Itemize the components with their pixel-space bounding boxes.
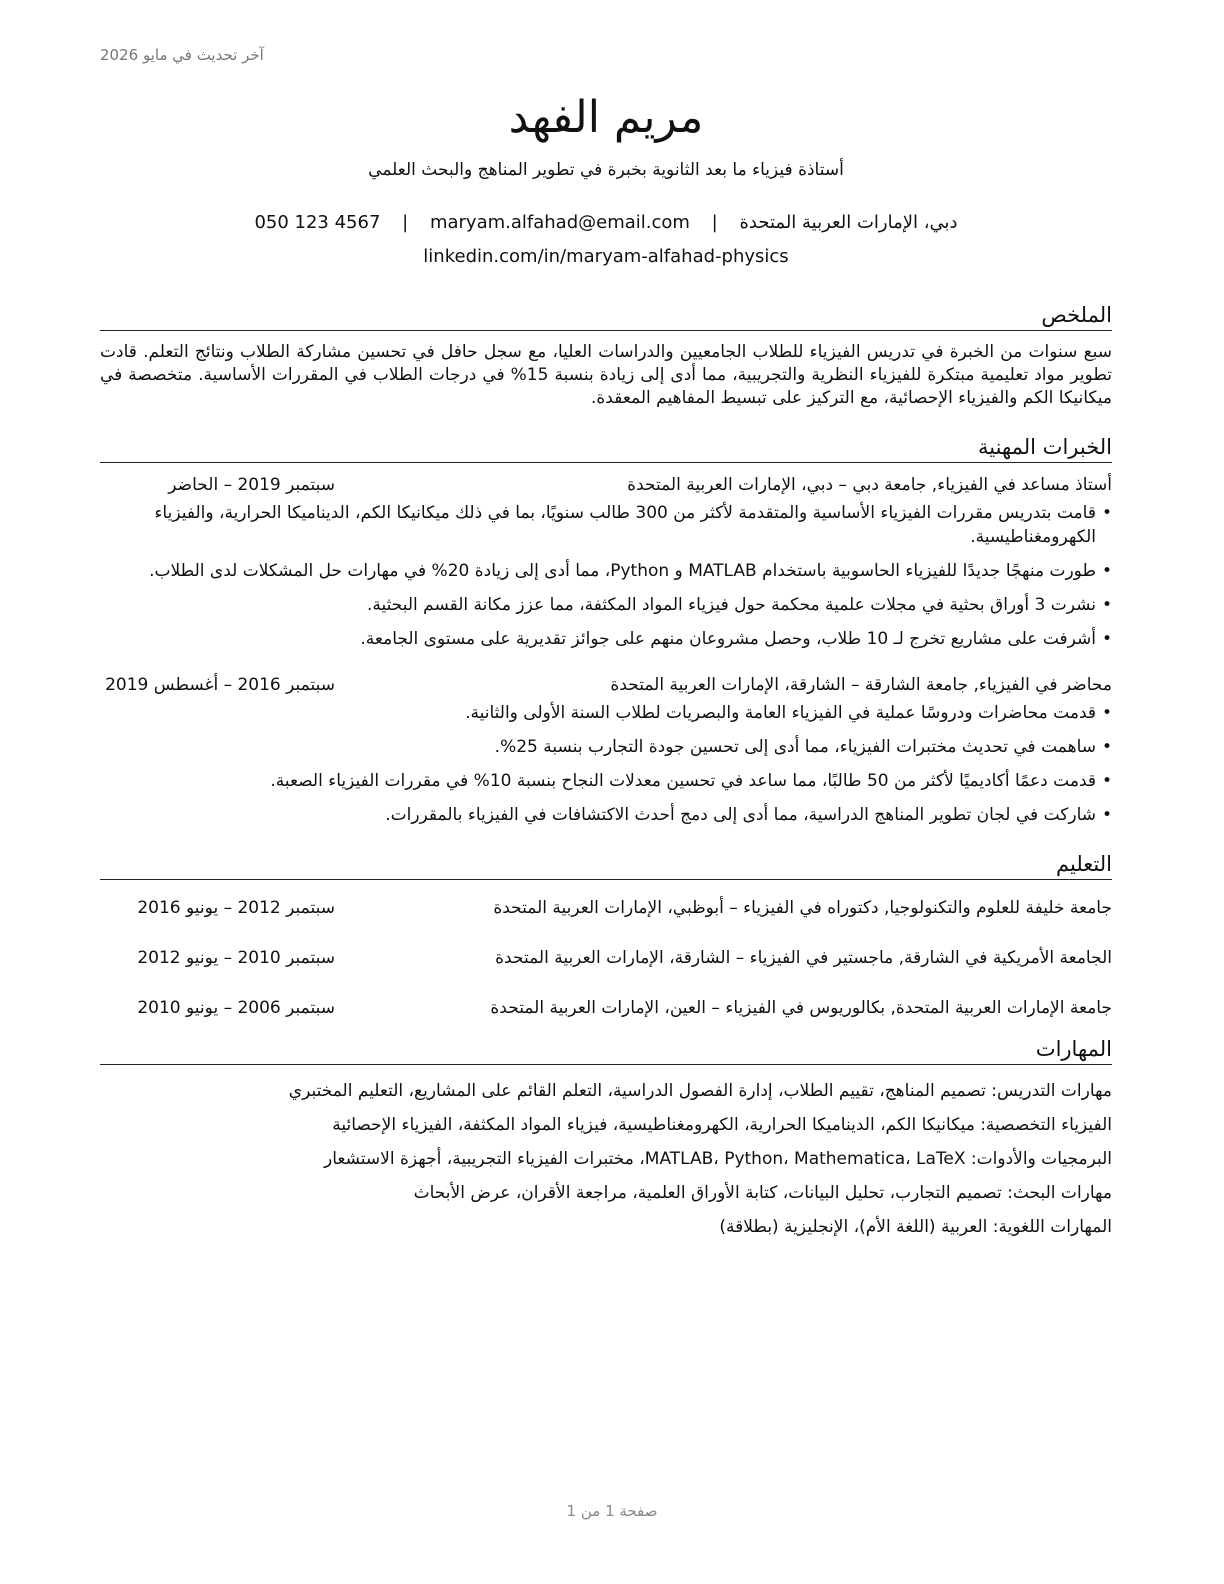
candidate-tagline: أستاذة فيزياء ما بعد الثانوية بخبرة في تطوير المناهج والبحث العلمي: [368, 160, 844, 180]
section-title-education: التعليم: [100, 849, 1112, 880]
job-bullet: • ساهمت في تحديث مختبرات الفيزياء، مما أدى إلى تحسين جودة التجارب بنسبة 25%.: [100, 735, 1112, 759]
page-number: صفحة 1 من 1: [566, 1502, 658, 1520]
contact-phone: 050 123 4567: [254, 212, 381, 233]
last-updated-note: آخر تحديث في مايو 2026: [100, 46, 264, 64]
education-list: [100, 896, 1112, 1020]
contact-separator: |: [402, 212, 409, 233]
job-dates: [100, 473, 335, 497]
skills-line: المهارات اللغوية: العربية (اللغة الأم)، الإنجليزية (بطلاقة): [719, 1217, 1112, 1237]
job-entry: [100, 473, 1112, 651]
contact-separator: |: [711, 212, 718, 233]
job-dates-text: سبتمبر 2016 – أغسطس 2019: [105, 675, 335, 695]
job-bullet: • طورت منهجًا جديدًا للفيزياء الحاسوبية باستخدام MATLAB و Python، مما أدى إلى زيادة 20% في مهارات حل المشكلات لدى الطلاب.: [100, 559, 1112, 583]
contact-email[interactable]: maryam.alfahad@email.com: [429, 212, 690, 233]
contact-line-2: [100, 240, 1112, 274]
education-entry: [100, 946, 1112, 982]
contact-linkedin[interactable]: linkedin.com/in/maryam-alfahad-physics: [423, 246, 789, 267]
job-dates: [100, 673, 335, 697]
education-text: جامعة خليفة للعلوم والتكنولوجيا, دكتوراه في الفيزياء – أبوظبي، الإمارات العربية المتحدة: [493, 898, 1112, 918]
section-title-summary: الملخص: [100, 300, 1112, 331]
education-dates-text: سبتمبر 2006 – يونيو 2010: [137, 998, 335, 1018]
contact-line-1: [100, 206, 1112, 240]
job-bullets: [100, 701, 1112, 827]
education-entry: [100, 996, 1112, 1020]
job-bullet: • قدمت محاضرات ودروسًا عملية في الفيزياء العامة والبصريات لطلاب السنة الأولى والثانية.: [100, 701, 1112, 725]
education-dates-text: سبتمبر 2010 – يونيو 2012: [137, 948, 335, 968]
education-entry: [100, 896, 1112, 932]
education-text: الجامعة الأمريكية في الشارقة, ماجستير في الفيزياء – الشارقة، الإمارات العربية المتحدة: [495, 948, 1112, 968]
job-bullet: • قدمت دعمًا أكاديميًا لأكثر من 50 طالبًا، مما ساعد في تحسين معدلات النجاح بنسبة 10% في مقررات الفيزياء الصعبة.: [100, 769, 1112, 793]
summary-text: سبع سنوات من الخبرة في تدريس الفيزياء للطلاب الجامعيين والدراسات العليا، مع سجل حافل في تحسين مشاركة الطلاب ونتائج التعلم. قادت تطوير مواد تعليمية مبتكرة للفيزياء النظرية والتجريبية، مما أدى إلى زيادة بنسبة 15% في درجات الطلاب في المقررات الأساسية. متخصصة في ميكانيكا الكم والفيزياء الإحصائية، مع التركيز على تبسيط المفاهيم المعقدة.: [100, 342, 1112, 408]
education-dates: [100, 946, 335, 982]
education-dates: [100, 996, 335, 1020]
education-text: جامعة الإمارات العربية المتحدة, بكالوريوس في الفيزياء – العين، الإمارات العربية المتحدة: [490, 998, 1112, 1018]
job-bullet: • شاركت في لجان تطوير المناهج الدراسية، مما أدى إلى دمج أحدث الاكتشافات في الفيزياء بالمقررات.: [100, 803, 1112, 827]
job-bullet: • نشرت 3 أوراق بحثية في مجلات علمية محكمة حول فيزياء المواد المكثفة، مما عزز مكانة القسم البحثية.: [100, 593, 1112, 617]
skills-list: [100, 1079, 1112, 1239]
job-bullet: • قامت بتدريس مقررات الفيزياء الأساسية والمتقدمة لأكثر من 300 طالب سنويًا، بما في ذلك ميكانيكا الكم، الديناميكا الحرارية، والفيزياء الكهرومغناطيسية.: [100, 501, 1112, 549]
job-title: محاضر في الفيزياء, جامعة الشارقة – الشارقة، الإمارات العربية المتحدة: [610, 675, 1112, 695]
job-title: أستاذ مساعد في الفيزياء, جامعة دبي – دبي، الإمارات العربية المتحدة: [627, 475, 1112, 495]
contact-info: [100, 206, 1112, 274]
section-title-experience: الخبرات المهنية: [100, 432, 1112, 463]
resume-page: [100, 90, 1112, 1249]
education-dates: [100, 896, 335, 932]
candidate-name: مريم الفهد: [508, 92, 704, 143]
education-dates-text: سبتمبر 2012 – يونيو 2016: [137, 898, 335, 918]
job-header: [100, 473, 1112, 497]
skills-line: البرمجيات والأدوات: MATLAB، Python، Mathematica، LaTeX، مختبرات الفيزياء التجريبية، أجهزة الاستشعار: [324, 1149, 1112, 1169]
skills-line: مهارات التدريس: تصميم المناهج، تقييم الطلاب، إدارة الفصول الدراسية، التعلم القائم على المشاريع، التعليم المختبري: [288, 1081, 1112, 1101]
job-dates-text: سبتمبر 2019 – الحاضر: [168, 475, 335, 495]
skills-line: مهارات البحث: تصميم التجارب، تحليل البيانات، كتابة الأوراق العلمية، مراجعة الأقران، عرض الأبحاث: [413, 1183, 1112, 1203]
job-entry: [100, 673, 1112, 827]
job-bullets: [100, 501, 1112, 651]
skills-line: الفيزياء التخصصية: ميكانيكا الكم، الديناميكا الحرارية، الكهرومغناطيسية، فيزياء المواد المكثفة، الفيزياء الإحصائية: [332, 1115, 1112, 1135]
job-header: [100, 673, 1112, 697]
section-title-skills: المهارات: [100, 1034, 1112, 1065]
contact-location: دبي، الإمارات العربية المتحدة: [739, 212, 958, 233]
job-bullet: • أشرفت على مشاريع تخرج لـ 10 طلاب، وحصل مشروعان منهم على جوائز تقديرية على مستوى الجامعة.: [100, 627, 1112, 651]
